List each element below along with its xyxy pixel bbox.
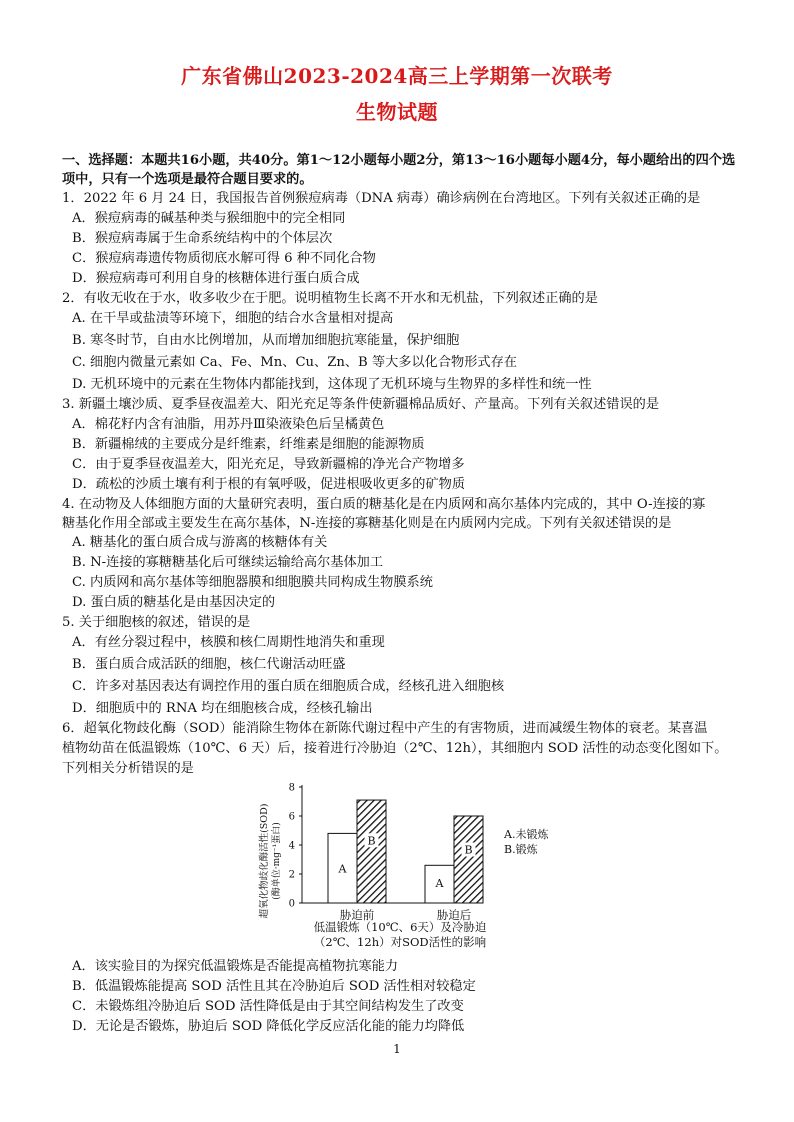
section-header-line1: 一、选择题：本题共16小题，共40分。第1～12小题每小题2分，第13～16小题每小题4分，每小题给出的四个选 xyxy=(62,153,736,168)
q4-stem-line1: 4. 在动物及人体细胞方面的大量研究表明，蛋白质的糖基化是在内质网和高尔基体内完成的，其中 O-连接的寡 xyxy=(62,497,706,512)
chart-caption-line1: 低温锻炼（10℃、6天）及冷胁迫 xyxy=(313,920,487,934)
legend-b: B.锻炼 xyxy=(504,843,538,856)
q5-option-b: B．蛋白质合成活跃的细胞，核仁代谢活动旺盛 xyxy=(72,657,346,672)
q3-option-c: C．由于夏季昼夜温差大，阳光充足，导致新疆棉的净光合产物增多 xyxy=(72,457,465,472)
y-tick-label: 0 xyxy=(288,898,295,910)
sod-activity-chart xyxy=(250,775,550,953)
q1-option-a: A．猴痘病毒的碱基种类与猴细胞中的完全相同 xyxy=(72,211,346,226)
q4-option-c: C. 内质网和高尔基体等细胞器膜和细胞膜共同构成生物膜系统 xyxy=(72,575,433,590)
section-header-line2: 项中，只有一个选项是最符合题目要求的。 xyxy=(62,172,313,187)
q6-option-b: B．低温锻炼能提高 SOD 活性且其在冷胁迫后 SOD 活性相对较稳定 xyxy=(72,979,476,994)
bar-series-label: B xyxy=(367,834,376,848)
q6-option-a: A．该实验目的为探究低温锻炼是否能提高植物抗寒能力 xyxy=(72,959,399,974)
chart-caption-line2: （2℃、12h）对SOD活性的影响 xyxy=(313,935,487,949)
q3-option-b: B．新疆棉绒的主要成分是纤维素，纤维素是细胞的能源物质 xyxy=(72,437,425,452)
q4-stem-line2: 糖基化作用全部或主要发生在高尔基体，N-连接的寡糖基化则是在内质网内完成。下列有关叙述错误的是 xyxy=(62,516,672,531)
q1-option-c: C．猴痘病毒遗传物质彻底水解可得 6 种不同化合物 xyxy=(72,251,376,266)
bar-b-after xyxy=(454,816,483,903)
q2-stem: 2．有收无收在于水，收多收少在于肥。说明植物生长离不开水和无机盐，下列叙述正确的是 xyxy=(62,291,598,306)
q5-option-c: C．许多对基因表达有调控作用的蛋白质在细胞质合成，经核孔进入细胞核 xyxy=(72,679,505,694)
q6-stem-line3: 下列相关分析错误的是 xyxy=(62,761,194,776)
x-category-label: 胁迫后 xyxy=(436,908,472,922)
q2-option-a: A. 在干旱或盐渍等环境下，细胞的结合水含量相对提高 xyxy=(72,311,394,326)
q5-option-d: D．细胞质中的 RNA 均在细胞核合成，经核孔输出 xyxy=(72,701,373,716)
bar-series-label: B xyxy=(464,843,473,857)
q1-stem: 1．2022 年 6 月 24 日，我国报告首例猴痘病毒（DNA 病毒）确诊病例在台湾地区。下列有关叙述正确的是 xyxy=(62,191,701,206)
q3-option-a: A．棉花籽内含有油脂，用苏丹Ⅲ染液染色后呈橘黄色 xyxy=(72,417,385,432)
q2-option-b: B. 寒冬时节，自由水比例增加，从而增加细胞抗寒能量，保护细胞 xyxy=(72,333,460,348)
exam-subtitle: 生物试题 xyxy=(356,100,438,124)
page-number: 1 xyxy=(393,1042,401,1056)
bar-series-label: A xyxy=(338,862,347,876)
q2-option-d: D. 无机环境中的元素在生物体内都能找到，这体现了无机环境与生物界的多样性和统一性 xyxy=(72,377,592,392)
legend-a: A.未锻炼 xyxy=(504,828,549,841)
q6-stem-line2: 植物幼苗在低温锻炼（10℃、6 天）后，接着进行冷胁迫（2℃、12h），其细胞内 SOD 活性的动态变化图如下。 xyxy=(62,741,728,756)
y-tick-label: 4 xyxy=(288,840,295,852)
q4-option-b: B. N-连接的寡糖糖基化后可继续运输给高尔基体加工 xyxy=(72,555,384,570)
q6-option-c: C．未锻炼组冷胁迫后 SOD 活性降低是由于其空间结构发生了改变 xyxy=(72,999,464,1014)
x-category-label: 胁迫前 xyxy=(339,908,375,922)
q6-option-d: D．无论是否锻炼，胁迫后 SOD 降低化学反应活化能的能力均降低 xyxy=(72,1019,465,1034)
q3-option-d: D．疏松的沙质土壤有利于根的有氧呼吸，促进根吸收更多的矿物质 xyxy=(72,477,466,492)
q1-option-b: B．猴痘病毒属于生命系统结构中的个体层次 xyxy=(72,231,333,246)
y-tick-label: 6 xyxy=(288,811,295,823)
chart-plot-area xyxy=(289,783,483,923)
y-axis-label: 超氧化物歧化酶活性(SOD) xyxy=(259,803,270,919)
q2-option-c: C. 细胞内微量元素如 Ca、Fe、Mn、Cu、Zn、B 等大多以化合物形式存在 xyxy=(72,355,517,370)
y-tick-label: 8 xyxy=(288,782,295,794)
q6-stem-line1: 6．超氧化物歧化酶（SOD）能消除生物体在新陈代谢过程中产生的有害物质，进而减缓生物体的衰老。某喜温 xyxy=(62,721,708,736)
q3-stem: 3. 新疆土壤沙质、夏季昼夜温差大、阳光充足等条件使新疆棉品质好、产量高。下列有关叙述错误的是 xyxy=(62,397,660,412)
bar-series-label: A xyxy=(435,877,444,891)
q1-option-d: D．猴痘病毒可利用自身的核糖体进行蛋白质合成 xyxy=(72,271,360,286)
q5-option-a: A．有丝分裂过程中，核膜和核仁周期性地消失和重现 xyxy=(72,635,385,650)
q4-option-a: A. 糖基化的蛋白质合成与游离的核糖体有关 xyxy=(72,535,328,550)
bar-b-before xyxy=(357,800,386,903)
exam-title: 广东省佛山2023-2024高三上学期第一次联考 xyxy=(181,64,613,88)
q5-stem: 5. 关于细胞核的叙述，错误的是 xyxy=(62,615,251,630)
q4-option-d: D. 蛋白质的糖基化是由基因决定的 xyxy=(72,595,276,610)
y-tick-label: 2 xyxy=(288,869,295,881)
y-axis-unit: (酶单位·mg⁻¹蛋白) xyxy=(272,822,282,900)
